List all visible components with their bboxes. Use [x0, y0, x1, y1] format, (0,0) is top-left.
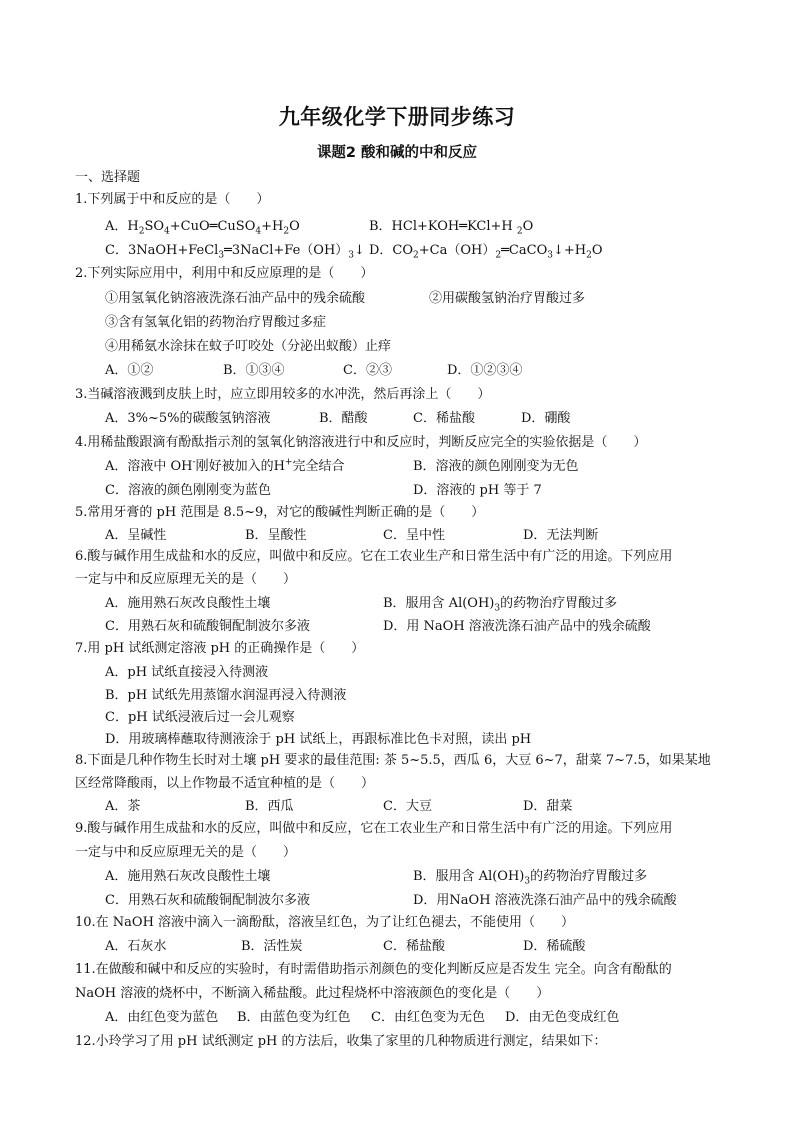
answer-option[interactable]: B．pH 试纸先用蒸馏水润湿再浸入待测液 [105, 688, 347, 703]
answer-option[interactable]: A．pH 试纸直接浸入待测液 [105, 665, 269, 680]
answer-option[interactable]: C．大豆 [383, 799, 432, 814]
section-heading: 一、选择题 [75, 170, 141, 185]
answer-option[interactable]: A．施用熟石灰改良酸性土壤 [105, 869, 271, 884]
answer-option[interactable]: A．3%~5%的碳酸氢钠溶液 [105, 411, 271, 426]
answer-option[interactable]: D．无法判断 [523, 528, 599, 543]
question-stem: 11.在做酸和碱中和反应的实验时，有时需借助指示剂颜色的变化判断反应是否发生 完全。向含有酚酞的 [75, 962, 672, 977]
statement-item: ①用氢氧化钠溶液洗涤石油产品中的残余硫酸 [105, 291, 366, 306]
answer-option[interactable]: B．呈酸性 [245, 528, 307, 543]
answer-option[interactable]: D．稀硫酸 [523, 939, 586, 954]
answer-option[interactable]: C．$3NaOH+FeCl_3═3NaCl+Fe(OH)_3↓$ [105, 243, 365, 261]
answer-option[interactable]: D．$CO_2+Ca(OH)_2═CaCO_3↓+H_2O$ [369, 243, 603, 261]
question-stem: 12.小玲学习了用 pH 试纸测定 pH 的方法后，收集了家里的几种物质进行测定，结果如下： [75, 1034, 607, 1049]
answer-option[interactable]: C．溶液的颜色刚刚变为蓝色 [105, 483, 271, 498]
answer-option[interactable]: D．用玻璃棒蘸取待测液涂于 pH 试纸上，再跟标准比色卡对照，读出 pH [105, 732, 532, 747]
answer-option[interactable]: B．服用含 $Al(OH)_3$的药物治疗胃酸过多 [383, 596, 618, 614]
question-stem: 10.在 NaOH 溶液中滴入一滴酚酞，溶液呈红色，为了让红色褪去，不能使用（ ） [75, 915, 575, 930]
question-stem: 7.用 pH 试纸测定溶液 pH 的正确操作是（ ） [75, 641, 365, 656]
answer-option[interactable]: C．②③ [343, 363, 392, 378]
answer-option[interactable]: B．HCl+KOH═KCl+H $_2$O [369, 219, 534, 237]
answer-option[interactable]: A．由红色变为蓝色 [105, 1010, 219, 1025]
answer-option[interactable]: B．由蓝色变为红色 [237, 1010, 351, 1025]
page-subtitle: 课题2 酸和碱的中和反应 [316, 145, 478, 161]
question-stem: 4.用稀盐酸跟滴有酚酞指示剂的氢氧化钠溶液进行中和反应时，判断反应完全的实验依据是（ ） [75, 435, 647, 450]
page-title: 九年级化学下册同步练习 [278, 105, 516, 129]
answer-option[interactable]: C．用熟石灰和硫酸铜配制波尔多液 [105, 893, 310, 908]
statement-item: ②用碳酸氢钠治疗胃酸过多 [429, 291, 586, 306]
answer-option[interactable]: B．醋酸 [319, 411, 368, 426]
statement-item: ③含有氢氧化铝的药物治疗胃酸过多症 [105, 315, 327, 330]
answer-option[interactable]: D．甜菜 [523, 799, 573, 814]
answer-option[interactable]: D．①②③④ [447, 363, 523, 378]
answer-option[interactable]: D．溶液的 pH 等于 7 [413, 483, 542, 498]
answer-option[interactable]: C．呈中性 [383, 528, 445, 543]
answer-option[interactable]: A．施用熟石灰改良酸性土壤 [105, 596, 271, 611]
question-stem: 3.当碱溶液溅到皮肤上时，应立即用较多的水冲洗，然后再涂上（ ） [75, 387, 491, 402]
question-stem: 8.下面是几种作物生长时对土壤 pH 要求的最佳范围: 茶 5~5.5，西瓜 6，大豆 6~7，甜菜 7~7.5，如果某地 [75, 753, 711, 768]
answer-option[interactable]: D．用NaOH 溶液洗涤石油产品中的残余硫酸 [413, 893, 677, 908]
question-stem: 5.常用牙膏的 pH 范围是 8.5~9，对它的酸碱性判断正确的是（ ） [75, 505, 485, 520]
statement-item: ④用稀氨水涂抹在蚊子叮咬处（分泌出蚁酸）止痒 [105, 339, 392, 354]
answer-option[interactable]: C．稀盐酸 [413, 411, 475, 426]
answer-option[interactable]: B．西瓜 [245, 799, 294, 814]
question-stem: 2.下列实际应用中，利用中和反应原理的是（ ） [75, 266, 374, 281]
question-stem: 1.下列属于中和反应的是（ ） [75, 192, 270, 207]
answer-option[interactable]: C．由红色变为无色 [371, 1010, 485, 1025]
answer-option[interactable]: B．活性炭 [241, 939, 303, 954]
answer-option[interactable]: D．用 NaOH 溶液洗涤石油产品中的残余硫酸 [383, 619, 651, 634]
question-stem-continued: NaOH 溶液的烧杯中，不断滴入稀盐酸。此过程烧杯中溶液颜色的变化是（ ） [75, 986, 550, 1001]
answer-option[interactable]: B．溶液的颜色刚刚变为无色 [413, 459, 579, 474]
answer-option[interactable]: A．石灰水 [105, 939, 167, 954]
answer-option[interactable]: A．①② [105, 363, 154, 378]
answer-option[interactable]: A．茶 [105, 799, 141, 814]
answer-option[interactable]: D．由无色变成红色 [505, 1010, 620, 1025]
answer-option[interactable]: B．服用含 $Al(OH)_3$的药物治疗胃酸过多 [413, 869, 648, 887]
question-stem: 9.酸与碱作用生成盐和水的反应，叫做中和反应，它在工农业生产和日常生活中有广泛的用途。下列应用 [75, 821, 673, 836]
question-stem-continued: 区经常降酸雨，以上作物最不适宜种植的是（ ） [75, 776, 375, 791]
answer-option[interactable]: D．硼酸 [521, 411, 571, 426]
answer-option[interactable]: A．呈碱性 [105, 528, 167, 543]
answer-option[interactable]: C．稀盐酸 [383, 939, 445, 954]
question-stem-continued: 一定与中和反应原理无关的是（ ） [75, 572, 297, 587]
answer-option[interactable]: A．溶液中 OH-刚好被加入的H+完全结合 [105, 457, 345, 474]
answer-option[interactable]: A．$H_2SO_4+CuO═CuSO_4+H_2O$ [105, 219, 300, 237]
answer-option[interactable]: C．用熟石灰和硫酸铜配制波尔多液 [105, 619, 310, 634]
answer-option[interactable]: C．pH 试纸浸液后过一会儿观察 [105, 710, 295, 725]
question-stem-continued: 一定与中和反应原理无关的是（ ） [75, 845, 297, 860]
answer-option[interactable]: B．①③④ [223, 363, 285, 378]
question-stem: 6.酸与碱作用生成盐和水的反应，叫做中和反应。它在工农业生产和日常生活中有广泛的用途。下列应用 [75, 549, 673, 564]
